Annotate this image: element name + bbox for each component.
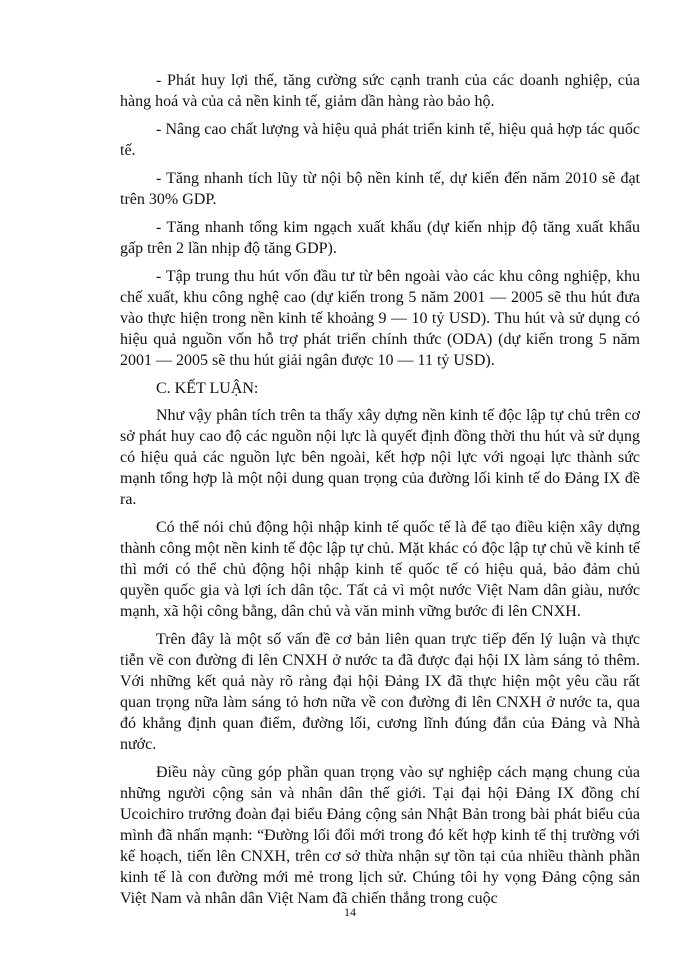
bullet-investment: - Tập trung thu hút vốn đầu tư từ bên ngoài vào các khu công nghiệp, khu chế xuất, khu công nghệ cao (dự kiến trong 5 năm 2001 — 2005 sẽ thu hút đưa vào thực hiện trong nền kinh tế khoảng 9 — 10 tỷ USD). Thu hút và sử dụng có hiệu quả nguồn vốn hỗ trợ phát triển chính thức (ODA) (dự kiến trong 5 năm 2001 — 2005 sẽ thu hút giải ngân được 10 — 11 tỷ USD). bbox=[120, 268, 640, 369]
paragraph-conclusion-4: Điều này cũng góp phần quan trọng vào sự nghiệp cách mạng chung của những người cộng sản và nhân dân thế giới. Tại đại hội Đảng IX đồng chí Ucoichiro trưởng đoàn đại biểu Đảng cộng sản Nhật Bản trong bài phát biểu của mình đã nhấn mạnh: “Đường lối đổi mới trong đó kết hợp kinh tế thị trường với kế hoạch, tiến lên CNXH, trên cơ sở thừa nhận sự tồn tại của nhiều thành phần kinh tế là con đường mới mẻ trong lịch sử. Chúng tôi hy vọng Đảng cộng sản Việt Nam và nhân dân Việt Nam đã chiến thắng trong cuộc bbox=[120, 764, 640, 907]
bullet-accumulation: - Tăng nhanh tích lũy từ nội bộ nền kinh tế, dự kiến đến năm 2010 sẽ đạt trên 30% GDP. bbox=[120, 170, 640, 208]
section-heading-conclusion: C. KẾT LUẬN: bbox=[156, 380, 259, 397]
page-number: 14 bbox=[344, 905, 356, 919]
paragraph-conclusion-3: Trên đây là một số vấn đề cơ bản liên quan trực tiếp đến lý luận và thực tiễn về con đường đi lên CNXH ở nước ta đã được đại hội IX làm sáng tỏ thêm. Với những kết quả này rõ ràng đại hội Đảng IX đã thực hiện một yêu cầu rất quan trọng nữa làm sáng tỏ hơn nữa về con đường đi lên CNXH ở nước ta, qua đó khẳng định quan điểm, đường lối, cương lĩnh đúng đắn của Đảng và Nhà nước. bbox=[120, 631, 640, 753]
body-text bbox=[120, 70, 640, 916]
paragraph-conclusion-1: Như vậy phân tích trên ta thấy xây dựng nền kinh tế độc lập tự chủ trên cơ sở phát huy cao độ các nguồn nội lực là quyết định đồng thời thu hút và sử dụng có hiệu quả các nguồn lực bên ngoài, kết hợp nội lực với ngoại lực thành sức mạnh tổng hợp là một nội dung quan trọng của đường lối kinh tế do Đảng IX đề ra. bbox=[120, 407, 640, 508]
paragraph-conclusion-2: Có thể nói chủ động hội nhập kinh tế quốc tế là để tạo điều kiện xây dựng thành công một nền kinh tế độc lập tự chủ. Mặt khác có độc lập tự chủ về kinh tế thì mới có thể chủ động hội nhập kinh tế quốc tế có hiệu quả, bảo đảm chủ quyền quốc gia và lợi ích dân tộc. Tất cả vì một nước Việt Nam dân giàu, nước mạnh, xã hội công bằng, dân chủ và văn minh vững bước đi lên CNXH. bbox=[120, 519, 640, 620]
bullet-exports: - Tăng nhanh tổng kim ngạch xuất khẩu (dự kiến nhịp độ tăng xuất khẩu gấp trên 2 lần nhịp độ tăng GDP). bbox=[120, 219, 640, 257]
bullet-quality-efficiency: - Nâng cao chất lượng và hiệu quả phát triển kinh tế, hiệu quả hợp tác quốc tế. bbox=[120, 121, 640, 159]
bullet-competitiveness: - Phát huy lợi thế, tăng cường sức cạnh tranh của các doanh nghiệp, của hàng hoá và của cả nền kinh tế, giảm dần hàng rào bảo hộ. bbox=[120, 72, 640, 110]
